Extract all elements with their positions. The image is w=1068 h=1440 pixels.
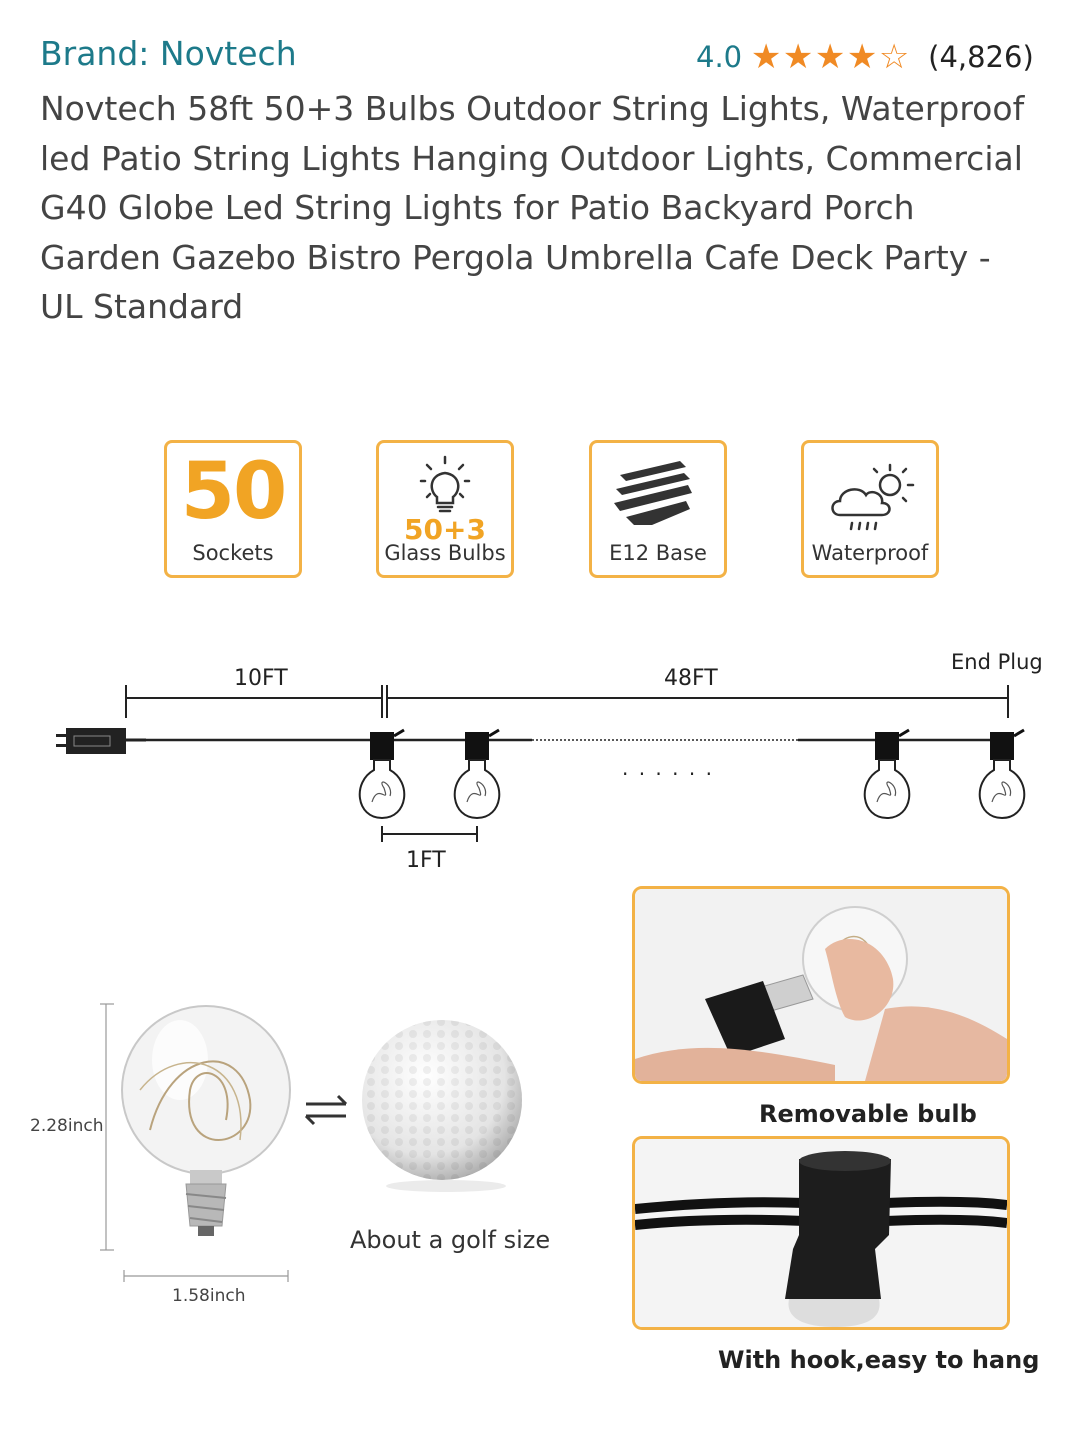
star-filled-icon: ★ — [782, 37, 814, 77]
removable-bulb-photo — [632, 886, 1010, 1084]
feature-label: Waterproof — [811, 541, 929, 565]
feature-e12-base — [589, 440, 727, 578]
product-title: Novtech 58ft 50+3 Bulbs Outdoor String Lights, Waterproof led Patio String Lights Hanging Outdoor Lights, Commercial G40 Globe Led String Lights for Patio Backyard Porch Garden Gazebo Bistro Pergola Umbrella Cafe Deck Party - UL Standard — [40, 89, 1025, 326]
end-plug-label: End Plug — [951, 650, 1043, 674]
bulb-icon — [980, 730, 1025, 818]
star-filled-icon: ★ — [846, 37, 878, 77]
plug-icon — [56, 728, 146, 754]
feature-label: E12 Base — [609, 541, 707, 565]
length-10ft: 10FT — [234, 666, 288, 691]
star-empty-icon: ☆ — [878, 37, 910, 77]
rating-value: 4.0 — [696, 40, 743, 74]
globe-bulb-icon — [122, 1006, 290, 1236]
feature-waterproof — [801, 440, 939, 578]
bulbs-number: 50+3 — [404, 513, 486, 546]
feature-label: Sockets — [192, 541, 274, 565]
feature-glass-bulbs — [376, 440, 514, 578]
screw-base-icon — [592, 453, 724, 543]
bulb-icon — [455, 730, 500, 818]
golf-size-caption: About a golf size — [350, 1226, 551, 1254]
hook-photo — [632, 1136, 1010, 1330]
bulb-icon — [360, 730, 405, 818]
hook-caption: With hook,easy to hang — [718, 1346, 1040, 1374]
bulb-height: 2.28inch — [30, 1116, 104, 1136]
weather-icon — [804, 449, 936, 539]
sockets-number: 50 — [180, 447, 286, 537]
bulb-icon — [865, 730, 910, 818]
ellipsis: · · · · · · — [622, 762, 714, 786]
star-filled-icon: ★ — [750, 37, 782, 77]
string-light-diagram — [0, 640, 1068, 880]
swap-arrows-icon — [306, 1096, 346, 1124]
star-rating — [750, 37, 910, 77]
rating-count[interactable]: (4,826) — [928, 40, 1034, 74]
bulb-width: 1.58inch — [172, 1286, 246, 1306]
removable-bulb-caption: Removable bulb — [759, 1100, 977, 1128]
product-image[interactable] — [0, 420, 1068, 1420]
lightbulb-icon — [379, 451, 511, 521]
hand-bulb-illustration — [635, 889, 1007, 1081]
star-filled-icon: ★ — [814, 37, 846, 77]
feature-sockets — [164, 440, 302, 578]
brand-link[interactable]: Brand: Novtech — [40, 34, 297, 73]
rating[interactable] — [696, 37, 1034, 77]
socket-hook-illustration — [635, 1139, 1007, 1327]
spacing-1ft: 1FT — [406, 848, 446, 873]
golf-ball-icon — [362, 1020, 522, 1192]
feature-label: Glass Bulbs — [384, 541, 506, 565]
length-48ft: 48FT — [664, 666, 718, 691]
